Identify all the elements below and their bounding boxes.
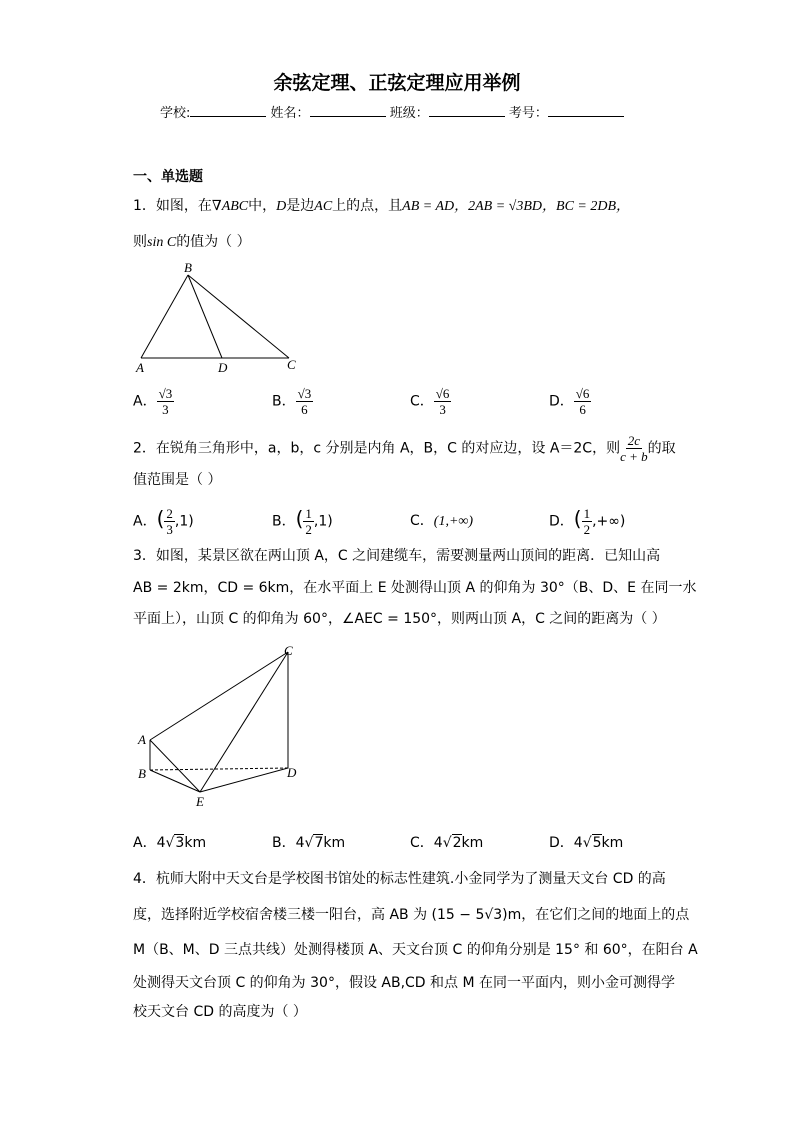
frac-num: √6 <box>575 386 590 401</box>
option-radicand: 7 <box>314 835 324 851</box>
q3-option-b[interactable] <box>272 832 345 852</box>
q1-side-ac: AC <box>314 199 333 214</box>
q2-option-a[interactable] <box>133 506 194 537</box>
school-label: 学校: <box>160 106 191 121</box>
q3-label-a: A <box>138 732 146 747</box>
frac-den: 3 <box>162 402 169 417</box>
q1-option-d[interactable] <box>549 386 591 417</box>
paren: ,1) <box>313 513 333 530</box>
option-letter: B． <box>272 513 296 530</box>
q3-line-ac <box>150 652 288 740</box>
q1-text: 则 <box>133 234 147 250</box>
q1-label-a: A <box>136 360 144 375</box>
q3-line3: 平面上），山顶 C 的仰角为 60°，∠AEC = 150°，则两山顶 A，C 之间的距离为（ ） <box>133 611 666 627</box>
sqrt-sign: √ <box>304 835 314 851</box>
option-coef: 4 <box>433 835 443 851</box>
frac-den: c + b <box>620 449 648 464</box>
option-letter: A． <box>133 513 157 530</box>
sqrt-sign: √ <box>165 835 175 851</box>
option-letter: C． <box>410 513 434 529</box>
frac-num: 1 <box>583 506 591 521</box>
option-letter: A． <box>133 835 157 851</box>
frac-num: √3 <box>297 386 312 401</box>
q4-line5: 校天文台 CD 的高度为（ ） <box>133 1004 307 1020</box>
fraction <box>574 386 592 417</box>
q3-line-ce <box>200 652 288 792</box>
q3-option-c[interactable] <box>410 832 483 852</box>
q1-triangle: ∇ABC <box>211 199 249 214</box>
name-blank[interactable] <box>310 104 386 117</box>
class-label: 班级： <box>389 106 429 121</box>
option-unit: km <box>323 835 346 851</box>
fraction <box>303 506 314 537</box>
q1-text: 上的点，且 <box>332 198 403 214</box>
paren: ,1) <box>174 513 194 530</box>
option-letter: C． <box>410 835 434 851</box>
option-radicand: 2 <box>452 835 462 851</box>
q1-line1 <box>133 196 630 217</box>
fraction <box>164 506 175 537</box>
option-coef: 4 <box>156 835 166 851</box>
q2-option-c[interactable] <box>410 510 473 530</box>
q1-option-b[interactable] <box>272 386 313 417</box>
q1-label-b: B <box>184 260 192 275</box>
q2-line1 <box>133 433 676 464</box>
q1-figure <box>130 258 310 376</box>
q3-figure <box>130 640 310 812</box>
option-unit: km <box>601 835 624 851</box>
class-blank[interactable] <box>429 104 505 117</box>
q1-option-c[interactable] <box>410 386 451 417</box>
q1-text: 中， <box>248 198 277 214</box>
student-info-line <box>160 102 624 121</box>
q1-text: 的值为（ ） <box>176 234 251 250</box>
option-letter: B． <box>272 835 296 851</box>
number-blank[interactable] <box>548 104 624 117</box>
q4-line4: 处测得天文台顶 C 的仰角为 30°，假设 AB,CD 和点 M 在同一平面内，则小金可测得学 <box>133 975 676 991</box>
q3-line2: AB = 2km，CD = 6km，在水平面上 E 处测得山顶 A 的仰角为 30°（B、D、E 在同一水 <box>133 580 697 596</box>
q2-option-b[interactable] <box>272 506 333 537</box>
q1-text: 1．如图，在 <box>133 198 212 214</box>
number-label: 考号： <box>508 106 548 121</box>
q1-eq3: ，BC = 2DB， <box>542 199 631 214</box>
q4-line2: 度，选择附近学校宿舍楼三楼一阳台，高 AB 为 (15 − 5√3)m，在它们之间的地面上的点 <box>133 907 690 923</box>
option-letter: C． <box>410 393 434 410</box>
q1-option-a[interactable] <box>133 386 174 417</box>
q3-line1: 3．如图，某景区欲在两山顶 A，C 之间建缆车，需要测量两山顶间的距离．已知山高 <box>133 548 661 564</box>
fraction <box>157 386 175 417</box>
q1-point-d: D <box>276 199 287 214</box>
paren: ( <box>573 506 582 531</box>
q3-label-b: B <box>138 766 146 781</box>
option-radicand: 3 <box>175 835 185 851</box>
frac-den: 2 <box>583 522 591 537</box>
q2-line2: 值范围是（ ） <box>133 472 222 488</box>
option-coef: 4 <box>295 835 305 851</box>
q1-sin-c: sin C <box>147 235 177 250</box>
q2-text: 的取 <box>647 440 676 457</box>
page-title: 余弦定理、正弦定理应用举例 <box>273 72 521 94</box>
school-blank[interactable] <box>190 104 266 117</box>
q1-label-d: D <box>218 360 228 375</box>
paren: ( <box>295 506 304 531</box>
frac-den: 2 <box>305 522 312 537</box>
q3-line-bd <box>150 768 288 770</box>
frac-den: 6 <box>301 402 308 417</box>
fraction <box>434 386 452 417</box>
fraction <box>296 386 314 417</box>
paren: ( <box>156 506 165 531</box>
q3-option-a[interactable] <box>133 832 206 852</box>
option-letter: B． <box>272 393 296 410</box>
fraction <box>582 506 593 537</box>
frac-num: √6 <box>435 386 450 401</box>
option-text: (1,+∞) <box>433 514 474 529</box>
q3-label-c: C <box>284 643 293 658</box>
option-letter: D． <box>549 513 574 530</box>
sqrt-sign: √ <box>442 835 452 851</box>
frac-num: 2 <box>166 506 173 521</box>
q1-eq1: AB = AD <box>402 199 455 214</box>
q1-side-bc-line <box>188 275 289 358</box>
option-coef: 4 <box>573 835 583 851</box>
q1-side-ab-line <box>141 275 188 358</box>
option-unit: km <box>184 835 207 851</box>
q3-line-ae <box>150 740 200 792</box>
option-letter: A． <box>133 393 157 410</box>
option-unit: km <box>461 835 484 851</box>
q2-text: 2．在锐角三角形中，a，b，c 分别是内角 A，B，C 的对应边，设 A＝2C，则 <box>133 440 621 457</box>
q1-line2 <box>133 232 251 253</box>
q2-fraction <box>620 433 648 464</box>
paren: ,+∞) <box>592 513 626 530</box>
frac-num: 1 <box>305 506 312 521</box>
frac-den: 3 <box>166 522 173 537</box>
section-heading: 一、单选题 <box>133 169 203 185</box>
q3-label-d: D <box>287 765 297 780</box>
q4-line3: M（B、M、D 三点共线）处测得楼顶 A、天文台顶 C 的仰角分别是 15° 和 60°，在阳台 A <box>133 942 698 958</box>
option-radicand: 5 <box>592 835 602 851</box>
frac-den: 6 <box>579 402 586 417</box>
option-letter: D． <box>549 393 574 410</box>
sqrt-sign: √ <box>582 835 592 851</box>
option-letter: D． <box>549 835 574 851</box>
name-label: 姓名： <box>270 106 310 121</box>
q1-text: 是边 <box>286 198 315 214</box>
q3-line-be <box>150 770 200 792</box>
q3-option-d[interactable] <box>549 832 623 852</box>
frac-num: √3 <box>158 386 173 401</box>
q2-option-d[interactable] <box>549 506 625 537</box>
frac-num: 2c <box>627 433 640 448</box>
q1-eq2: ，2AB = √3BD <box>454 199 543 214</box>
q4-line1: 4．杭师大附中天文台是学校图书馆处的标志性建筑.小金同学为了测量天文台 CD 的高 <box>133 871 666 887</box>
q1-segment-bd-line <box>188 275 222 358</box>
q3-label-e: E <box>196 794 204 809</box>
frac-den: 3 <box>439 402 446 417</box>
q1-label-c: C <box>287 357 296 372</box>
